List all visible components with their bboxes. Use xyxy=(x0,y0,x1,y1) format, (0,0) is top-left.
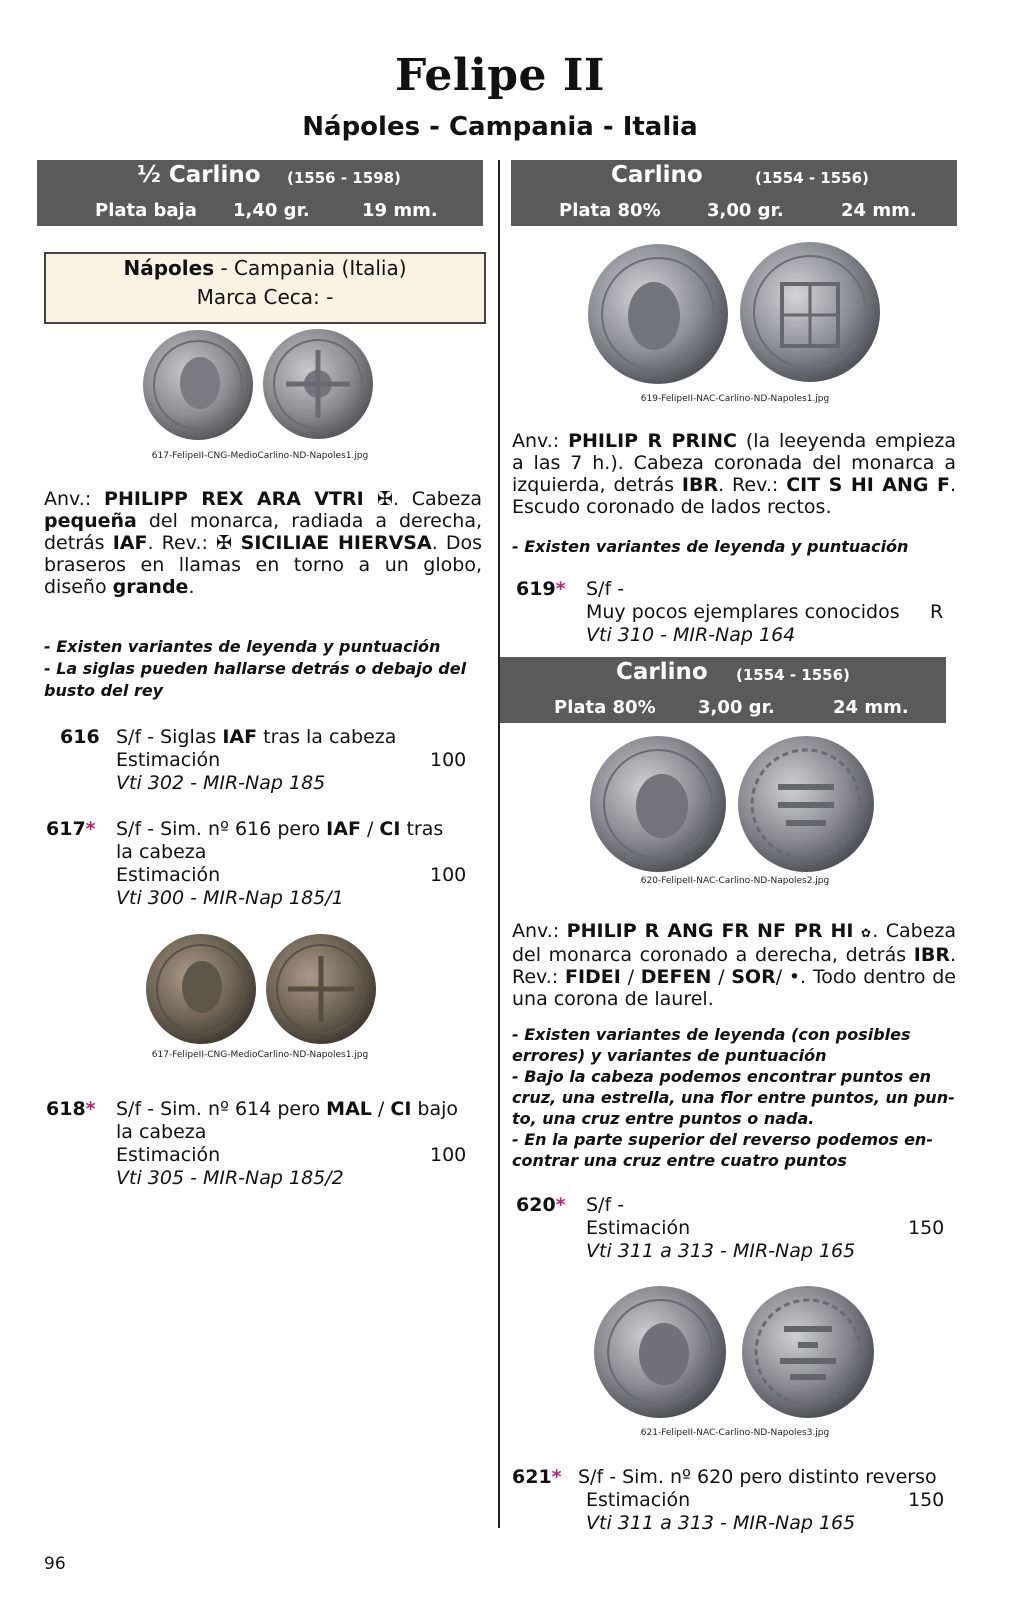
coin-obverse-image xyxy=(594,1286,726,1418)
note-line: errores) y variantes de puntuación xyxy=(512,1046,827,1065)
note-line: - Bajo la cabeza podemos encontrar puntos en xyxy=(512,1067,931,1086)
coin-description xyxy=(512,920,956,1010)
entry-number-text: 621 xyxy=(512,1466,552,1488)
estimate-label: Estimación xyxy=(116,749,221,771)
mint-city: Nápoles xyxy=(123,256,215,280)
desc-text: . Rev.: xyxy=(512,944,956,988)
coin-weight: 3,00 gr. xyxy=(707,200,784,221)
star-mark: * xyxy=(555,578,566,600)
coin-size: 19 mm. xyxy=(362,200,438,221)
entry-bold: IAF xyxy=(326,818,361,840)
variant-notes xyxy=(512,536,956,558)
obverse-legend: PHILIP R PRINC xyxy=(568,430,737,452)
entry-text: S/f - Siglas xyxy=(116,726,223,748)
image-caption: 617-FelipeII-CNG-MedioCarlino-ND-Napoles1.jpg xyxy=(151,1050,369,1060)
coin-reverse-image xyxy=(266,934,376,1044)
entry-price: 150 xyxy=(908,1489,945,1511)
coin-obverse-image xyxy=(146,934,256,1044)
catalog-entry-618 xyxy=(46,1098,480,1194)
coin-image-617a xyxy=(140,328,380,444)
coin-name: ½ Carlino xyxy=(137,162,261,188)
entry-number-text: 618 xyxy=(46,1098,86,1120)
entry-reference: Vti 311 a 313 - MIR-Nap 165 xyxy=(586,1512,856,1534)
coin-image-621 xyxy=(592,1284,878,1420)
image-caption: 621-FelipeII-NAC-Carlino-ND-Napoles3.jpg xyxy=(640,1428,830,1438)
image-caption: 620-FelipeII-NAC-Carlino-ND-Napoles2.jpg xyxy=(640,876,830,886)
estimate-label: Estimación xyxy=(586,1217,691,1239)
coin-years: (1554 - 1556) xyxy=(755,169,869,187)
coin-image-617b xyxy=(144,932,384,1046)
star-mark: * xyxy=(555,1194,566,1216)
entry-body xyxy=(586,578,900,647)
reverse-legend: ✠ SICILIAE HIERVSA xyxy=(216,532,432,554)
entry-body xyxy=(116,818,443,910)
coin-image-619 xyxy=(586,240,886,388)
entry-bold: CI xyxy=(379,818,401,840)
entry-bold: IAF xyxy=(222,726,258,748)
entry-bold: MAL xyxy=(326,1098,372,1120)
star-mark: * xyxy=(551,1466,562,1488)
reverse-legend: DEFEN xyxy=(640,966,712,988)
entry-text: S/f - xyxy=(586,1194,625,1216)
entry-body xyxy=(116,726,396,795)
coin-years: (1556 - 1598) xyxy=(287,169,401,187)
desc-text: Anv.: xyxy=(44,488,105,510)
entry-body xyxy=(586,1194,855,1263)
desc-text: (la leeyenda empieza a las 7 h.). Cabeza coronada del monarca a izquierda, detrás xyxy=(512,430,956,496)
image-caption: 619-FelipeII-NAC-Carlino-ND-Napoles1.jpg xyxy=(640,394,830,404)
note-line: busto del rey xyxy=(44,681,164,700)
entry-text: S/f - Sim. nº 614 pero xyxy=(116,1098,327,1120)
desc-text: del monarca, radiada a derecha, detrás xyxy=(44,510,482,554)
coin-name: Carlino xyxy=(611,162,703,188)
note-line: - La siglas pueden hallarse detrás o debajo del xyxy=(44,659,467,678)
catalog-entry-616 xyxy=(60,726,480,800)
coin-metal: Plata 80% xyxy=(554,697,656,718)
coin-size: 24 mm. xyxy=(841,200,917,221)
entry-number xyxy=(516,578,566,601)
entry-price: 150 xyxy=(908,1217,945,1239)
coin-reverse-image xyxy=(263,329,373,439)
coin-image-620 xyxy=(588,734,878,874)
carlino-header-2 xyxy=(500,657,946,723)
entry-number xyxy=(46,818,96,841)
reverse-legend: SOR xyxy=(731,966,776,988)
entry-text: tras la cabeza xyxy=(257,726,397,748)
note-line: cruz, una estrella, una flor entre puntos, un pun- xyxy=(512,1088,955,1107)
mint-mark: Marca Ceca: - xyxy=(196,285,334,309)
desc-text: . Rev.: xyxy=(147,532,217,554)
catalog-entry-621 xyxy=(512,1466,956,1540)
desc-bold: grande xyxy=(112,576,189,598)
coin-weight: 1,40 gr. xyxy=(233,200,310,221)
half-carlino-header xyxy=(37,160,483,226)
desc-text: . Cabeza xyxy=(392,488,483,510)
coin-metal: Plata 80% xyxy=(559,200,661,221)
desc-text: . Dos braseros en llamas en torno a un globo, diseño xyxy=(44,532,483,598)
page-title: Felipe II xyxy=(395,50,605,101)
star-mark: * xyxy=(85,1098,96,1120)
entry-price: 100 xyxy=(430,864,467,886)
rarity-mark: R xyxy=(930,601,944,623)
entry-text: S/f - xyxy=(586,578,625,600)
entry-text: / xyxy=(371,1098,391,1120)
desc-text: . Cabeza del monarca coronado a derecha, detrás xyxy=(512,920,957,966)
coin-weight: 3,00 gr. xyxy=(698,697,775,718)
coin-name: Carlino xyxy=(616,659,708,685)
entry-bold: CI xyxy=(390,1098,412,1120)
mint-box xyxy=(44,252,486,324)
flower-icon: ✿ xyxy=(860,926,873,940)
entry-text: S/f - Sim. nº 620 pero distinto reverso xyxy=(578,1466,937,1488)
obverse-legend: PHILIP R ANG FR NF PR HI xyxy=(566,920,854,942)
variant-notes xyxy=(512,1024,956,1171)
desc-text: . Rev.: xyxy=(718,474,787,496)
page-subtitle: Nápoles - Campania - Italia xyxy=(302,112,698,142)
entry-number xyxy=(60,726,100,749)
catalog-entry-620 xyxy=(516,1194,956,1268)
entry-text: la cabeza xyxy=(116,1121,207,1143)
coin-obverse-image xyxy=(588,244,728,384)
entry-number xyxy=(512,1466,562,1489)
note-line: - En la parte superior del reverso podemos en- xyxy=(512,1130,933,1149)
desc-text: / •. Todo dentro de una corona de laurel. xyxy=(512,966,956,1010)
coin-years: (1554 - 1556) xyxy=(736,666,850,684)
desc-text: Anv.: xyxy=(512,430,569,452)
entry-text: la cabeza xyxy=(116,841,207,863)
column-divider xyxy=(498,160,500,1528)
desc-bold: IBR xyxy=(681,474,719,496)
entry-number xyxy=(46,1098,96,1121)
desc-text: / xyxy=(711,966,732,988)
entry-number-text: 616 xyxy=(60,726,100,748)
entry-reference: Vti 305 - MIR-Nap 185/2 xyxy=(116,1167,344,1189)
desc-bold: IAF xyxy=(112,532,148,554)
coin-metal: Plata baja xyxy=(95,200,197,221)
reverse-legend: CIT S HI ANG F xyxy=(786,474,950,496)
entry-reference: Vti 310 - MIR-Nap 164 xyxy=(586,624,796,646)
entry-body xyxy=(578,1466,937,1535)
entry-text: tras xyxy=(400,818,444,840)
desc-text: . xyxy=(188,576,195,598)
note-line: - Existen variantes de leyenda y puntuación xyxy=(512,537,909,556)
obverse-legend: PHILIPP REX ARA VTRI ✠ xyxy=(104,488,393,510)
carlino-header-1 xyxy=(511,160,957,226)
catalog-entry-617 xyxy=(46,818,480,914)
desc-text: / xyxy=(620,966,641,988)
entry-text: bajo xyxy=(411,1098,459,1120)
page-number: 96 xyxy=(44,1554,66,1574)
desc-text: Anv.: xyxy=(512,920,567,942)
entry-number-text: 620 xyxy=(516,1194,556,1216)
note-line: contrar una cruz entre cuatro puntos xyxy=(512,1151,847,1170)
entry-text: S/f - Sim. nº 616 pero xyxy=(116,818,327,840)
estimate-label: Estimación xyxy=(586,1489,691,1511)
entry-text: / xyxy=(360,818,380,840)
coin-reverse-image xyxy=(738,736,874,872)
reverse-legend: FIDEI xyxy=(564,966,621,988)
note-line: to, una cruz entre puntos o nada. xyxy=(512,1109,815,1128)
coin-reverse-image xyxy=(740,242,880,382)
note-line: - Existen variantes de leyenda y puntuación xyxy=(44,637,441,656)
coin-description xyxy=(512,430,956,518)
entry-price: 100 xyxy=(430,1144,467,1166)
estimate-label: Estimación xyxy=(116,864,221,886)
image-caption: 617-FelipeII-CNG-MedioCarlino-ND-Napoles1.jpg xyxy=(151,451,369,461)
entry-text: Muy pocos ejemplares conocidos xyxy=(586,601,900,623)
coin-obverse-image xyxy=(143,330,253,440)
coin-description xyxy=(44,488,482,598)
coin-obverse-image xyxy=(590,736,726,872)
entry-reference: Vti 311 a 313 - MIR-Nap 165 xyxy=(586,1240,856,1262)
entry-body xyxy=(116,1098,458,1190)
mint-region: - Campania (Italia) xyxy=(214,256,407,280)
coin-size: 24 mm. xyxy=(833,697,909,718)
entry-number-text: 619 xyxy=(516,578,556,600)
entry-number xyxy=(516,1194,566,1217)
catalog-entry-619 xyxy=(516,578,956,652)
entry-reference: Vti 302 - MIR-Nap 185 xyxy=(116,772,326,794)
desc-bold: pequeña xyxy=(44,510,137,532)
entry-reference: Vti 300 - MIR-Nap 185/1 xyxy=(116,887,344,909)
coin-reverse-image xyxy=(742,1286,874,1418)
entry-number-text: 617 xyxy=(46,818,86,840)
entry-price: 100 xyxy=(430,749,467,771)
desc-bold: IBR xyxy=(913,944,950,966)
star-mark: * xyxy=(85,818,96,840)
note-line: - Existen variantes de leyenda (con posibles xyxy=(512,1025,911,1044)
estimate-label: Estimación xyxy=(116,1144,221,1166)
variant-notes xyxy=(44,636,484,702)
desc-text: . Escudo coronado de lados rectos. xyxy=(512,474,956,518)
